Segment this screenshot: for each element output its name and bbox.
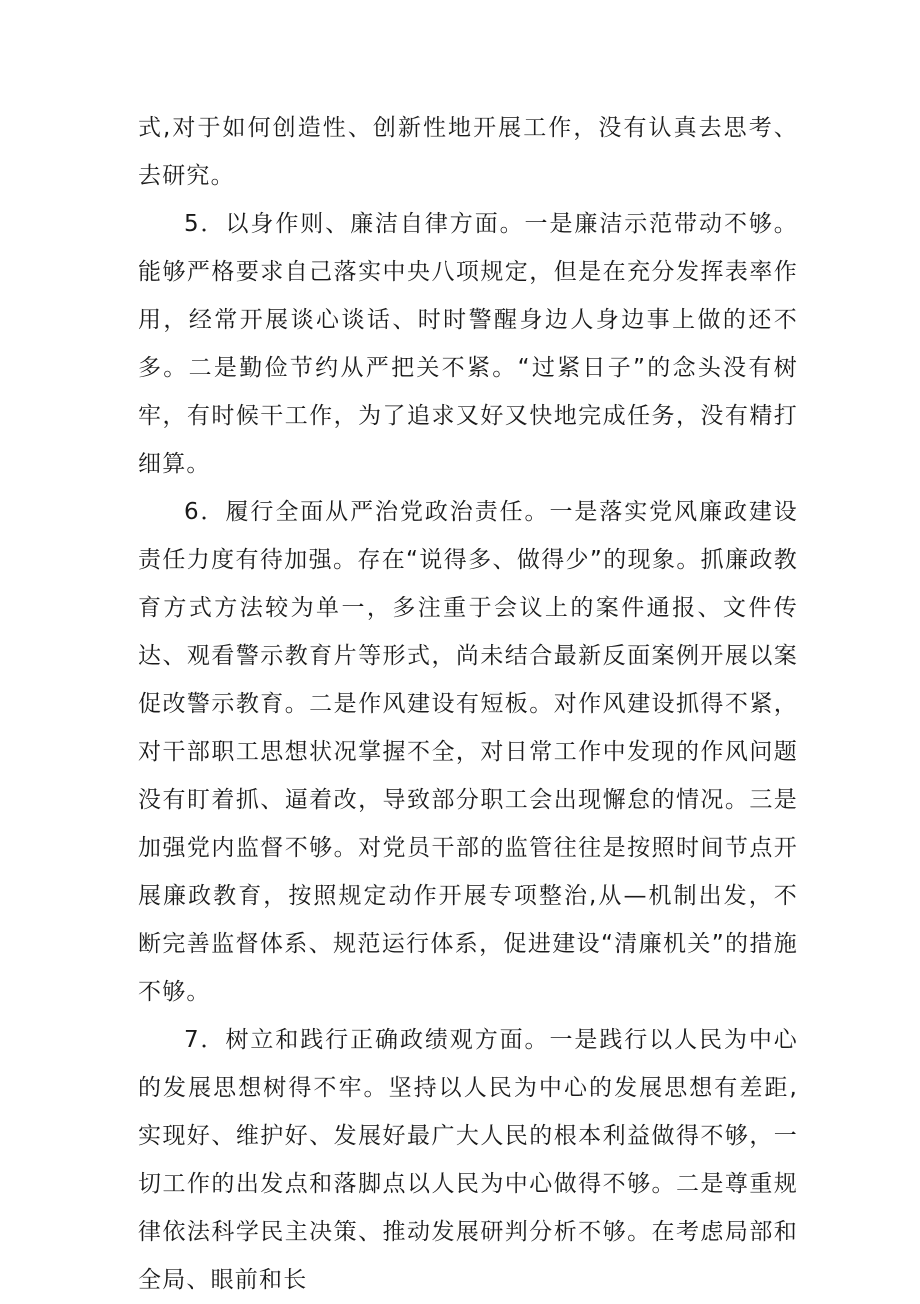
paragraph-continuation: 式,对于如何创造性、创新性地开展工作，没有认真去思考、去研究。 [138, 115, 798, 189]
paragraph-item-6: 6．履行全面从严治党政治责任。一是落实党风廉政建设责任力度有待加强。存在“说得多、做得少”的现象。抓廉政教育方式方法较为单一，多注重于会议上的案件通报、文件传达、观看警示教育片等形式，尚未结合最新反面案例开展以案促改警示教育。二是作风建设有短板。对作风建设抓得不紧，对干部职工思想状况掌握不全，对日常工作中发现的作风问题没有盯着抓、逼着改，导致部分职工会出现懈怠的情况。三是加强党内监督不够。对党员干部的监管往往是按照时间节点开展廉政教育，按照规定动作开展专项整治,从—机制出发，不断完善监督体系、规范运行体系，促进建设“清廉机关”的措施不够。 [138, 499, 798, 1005]
document-body [138, 104, 798, 1304]
paragraph-item-5: 5．以身作则、廉洁自律方面。一是廉洁示范带动不够。能够严格要求自己落实中央八项规定，但是在充分发挥表率作用，经常开展谈心谈话、时时警醒身边人身边事上做的还不多。二是勤俭节约从严把关不紧。“过紧日子”的念头没有树牢，有时候干工作，为了追求又好又快地完成任务，没有精打细算。 [138, 211, 798, 477]
paragraph-item-7: 7．树立和践行正确政绩观方面。一是践行以人民为中心的发展思想树得不牢。坚持以人民为中心的发展思想有差距,实现好、维护好、发展好最广大人民的根本利益做得不够，一切工作的出发点和落脚点以人民为中心做得不够。二是尊重规律依法科学民主决策、推动发展研判分析不够。在考虑局部和全局、眼前和长 [138, 1027, 798, 1293]
